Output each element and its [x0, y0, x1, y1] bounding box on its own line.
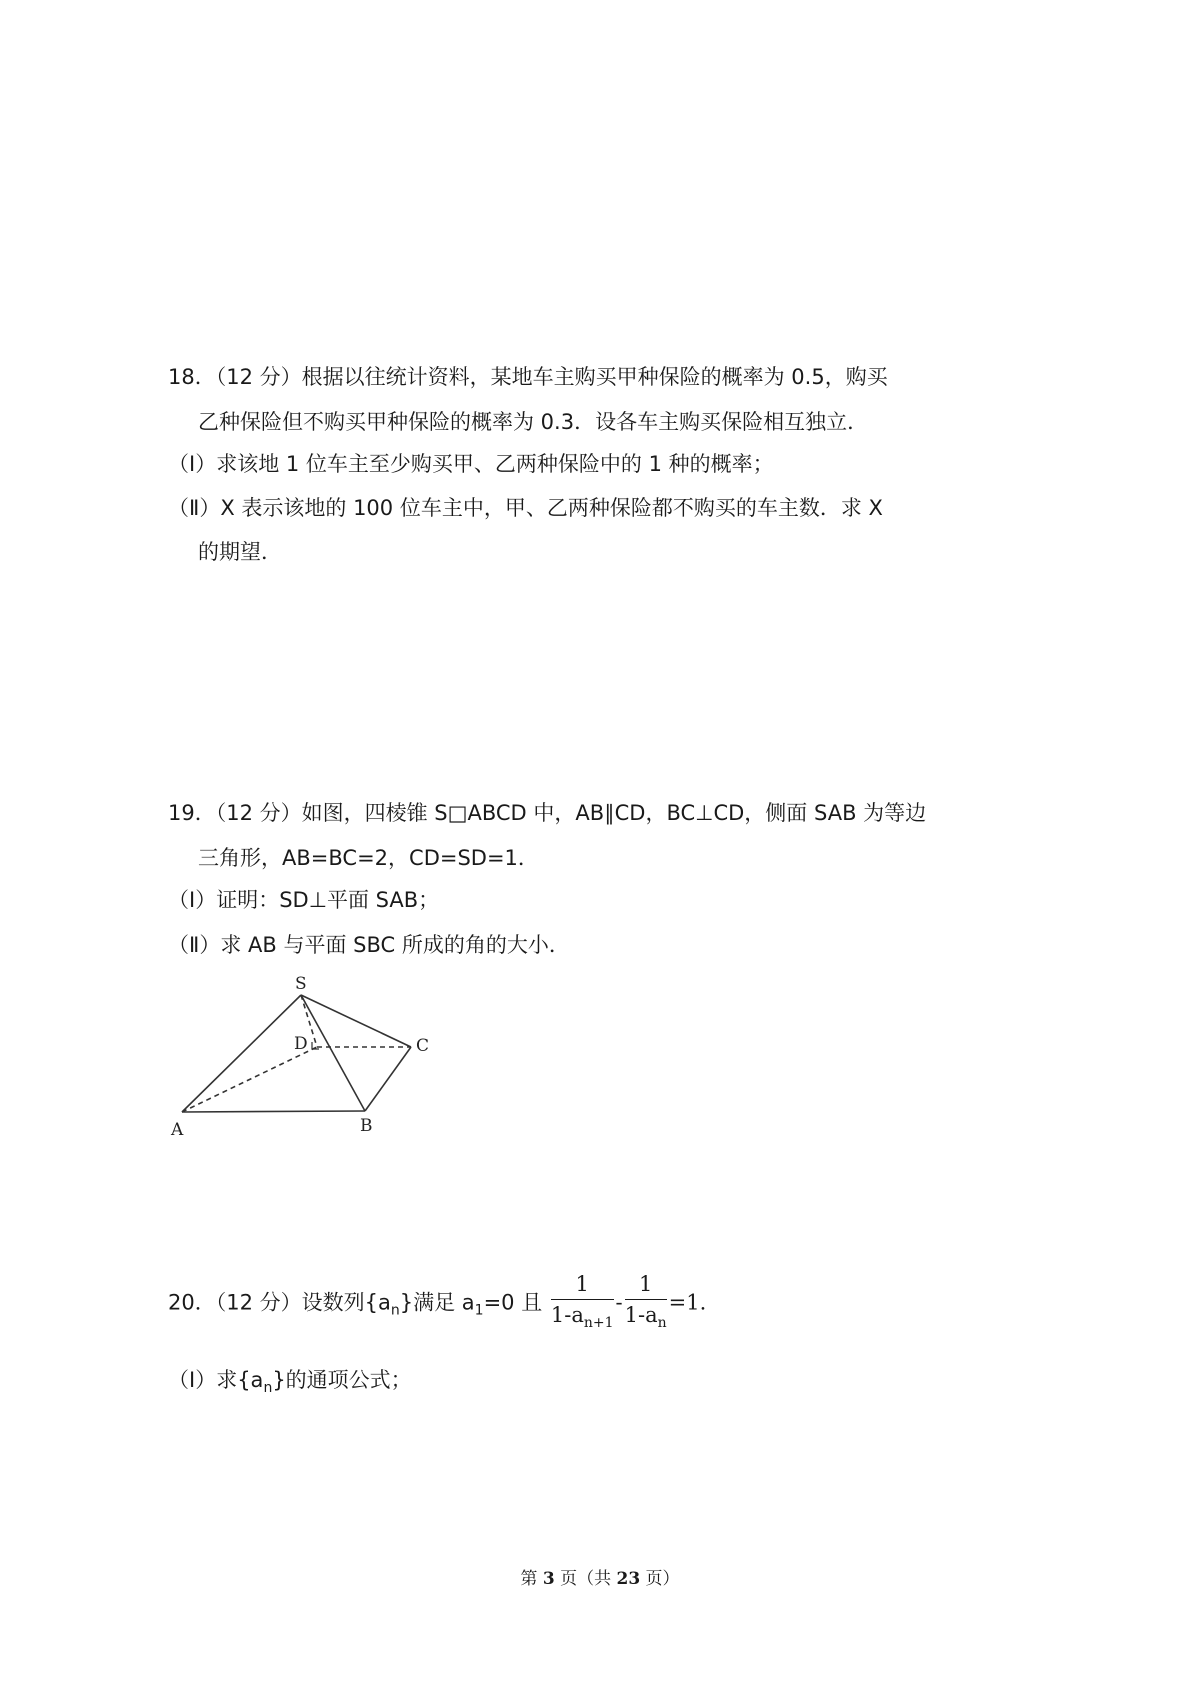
edge-bc	[365, 1047, 411, 1111]
edge-sb	[301, 995, 365, 1111]
q20-statement	[168, 1269, 706, 1341]
q20-fraction-2	[625, 1269, 667, 1338]
q20-part1-sub: n	[263, 1380, 273, 1396]
q19-part-1: （Ⅰ）证明：SD⊥平面 SAB；	[168, 888, 440, 912]
vertex-label-b: B	[360, 1116, 373, 1136]
q18-part-2-line-2: 的期望．	[198, 540, 282, 564]
vertex-label-a: A	[171, 1120, 184, 1140]
vertex-label-c: C	[416, 1036, 430, 1056]
pyramid-figure	[160, 965, 450, 1140]
q20-a1-sub: 1	[474, 1302, 484, 1319]
q20-fraction-1	[551, 1269, 614, 1338]
q20-frac1-den-sub: n+1	[583, 1315, 614, 1331]
q20-part-1	[168, 1365, 412, 1403]
footer-mid: 页（共	[554, 1569, 617, 1589]
q18-part-2-line-1: （Ⅱ）X 表示该地的 100 位车主中，甲、乙两种保险都不购买的车主数．求 X	[168, 496, 883, 520]
footer-total-pages: 23	[616, 1569, 641, 1589]
edge-ab	[182, 1111, 365, 1112]
q18-line-2: 乙种保险但不购买甲种保险的概率为 0.3．设各车主购买保险相互独立．	[198, 410, 869, 434]
q20-a1-rest: =0 且	[483, 1290, 543, 1315]
q18-line-1: 18．（12 分）根据以往统计资料，某地车主购买甲种保险的概率为 0.5，购买	[168, 365, 888, 389]
q20-part1-pre: （Ⅰ）求{a	[168, 1368, 264, 1392]
footer-page-number: 3	[542, 1569, 555, 1589]
q20-frac2-den-sub: n	[657, 1315, 667, 1331]
q20-intro-mid: }满足 a	[399, 1290, 475, 1315]
vertex-label-s: S	[295, 974, 307, 994]
footer-pre: 第	[520, 1569, 543, 1589]
q20-frac2-num: 1	[625, 1269, 667, 1300]
footer-post: 页）	[640, 1569, 680, 1589]
q19-line-2: 三角形，AB=BC=2，CD=SD=1．	[198, 846, 539, 870]
q20-frac1-den	[551, 1300, 614, 1338]
q20-frac1-den-base: 1-a	[550, 1303, 584, 1327]
q20-minus: -	[615, 1290, 623, 1315]
q20-equals: =1.	[668, 1290, 707, 1315]
edge-ad	[182, 1047, 317, 1112]
vertex-label-d: D	[294, 1034, 308, 1054]
q20-frac2-den	[625, 1300, 667, 1338]
q20-part1-post: }的通项公式；	[272, 1368, 412, 1392]
q20-intro-sub: n	[390, 1302, 400, 1319]
q20-intro: 20．（12 分）设数列{a	[168, 1290, 391, 1315]
q19-line-1: 19．（12 分）如图，四棱锥 S□ABCD 中，AB∥CD，BC⊥CD，侧面 SAB 为等边	[168, 801, 927, 825]
q19-part-2: （Ⅱ）求 AB 与平面 SBC 所成的角的大小．	[168, 933, 570, 957]
q20-frac1-num: 1	[551, 1269, 614, 1300]
page-footer	[0, 1564, 1200, 1589]
edge-sa	[182, 995, 301, 1112]
q18-part-1: （Ⅰ）求该地 1 位车主至少购买甲、乙两种保险中的 1 种的概率；	[168, 452, 774, 476]
edge-sc	[301, 995, 411, 1047]
q20-frac2-den-base: 1-a	[624, 1303, 658, 1327]
